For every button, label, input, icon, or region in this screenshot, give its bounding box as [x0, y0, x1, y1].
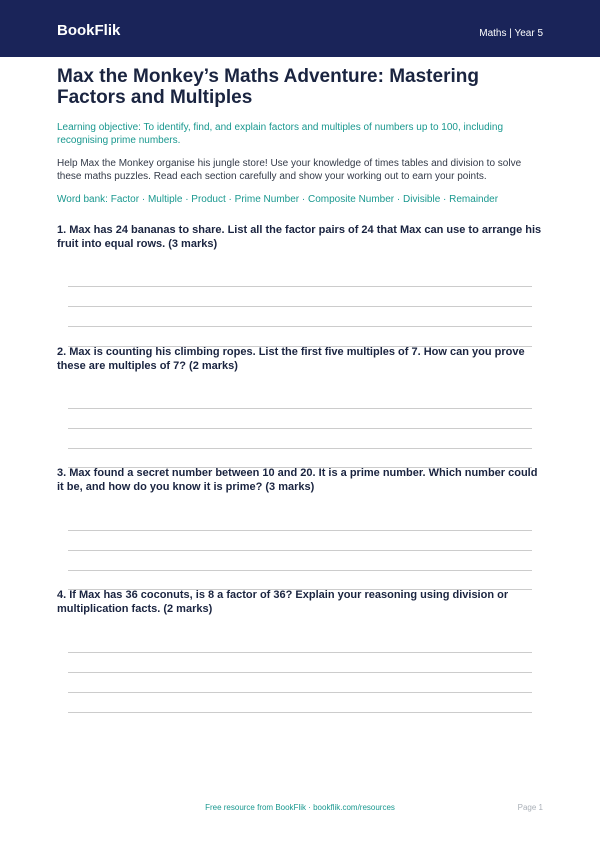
answer-line[interactable]: [68, 306, 532, 307]
answer-line[interactable]: [68, 652, 532, 653]
answer-line[interactable]: [68, 570, 532, 571]
question-2: 2. Max is counting his climbing ropes. List the first five multiples of 7. How can you prove these are multiples of 7? (2 marks): [57, 346, 525, 372]
answer-line[interactable]: [68, 408, 532, 409]
learning-objective: Learning objective: To identify, find, and explain factors and multiples of numbers up to 100, including recognising prime numbers.: [57, 122, 504, 146]
brand-logo: BookFlik: [57, 22, 121, 39]
worksheet-title: Max the Monkey’s Maths Adventure: Mastering Factors and Multiples: [57, 66, 479, 108]
question-4: 4. If Max has 36 coconuts, is 8 a factor of 36? Explain your reasoning using division or multiplication facts. (2 marks): [57, 589, 509, 615]
answer-line[interactable]: [68, 286, 532, 287]
answer-line[interactable]: [68, 448, 532, 449]
answer-line[interactable]: [68, 550, 532, 551]
subject-year-label: Maths | Year 5: [479, 28, 543, 39]
footer-credit: Free resource from BookFlik · bookflik.com/resources: [205, 803, 395, 812]
question-3: 3. Max found a secret number between 10 and 20. It is a prime number. Which number could it be, and how do you know it is prime? (3 marks): [57, 467, 538, 493]
page-number: Page 1: [517, 803, 543, 812]
answer-line[interactable]: [68, 530, 532, 531]
answer-line[interactable]: [68, 712, 532, 713]
question-1: 1. Max has 24 bananas to share. List all the factor pairs of 24 that Max can use to arrange his fruit into equal rows. (3 marks): [57, 224, 542, 250]
answer-line[interactable]: [68, 672, 532, 673]
answer-line[interactable]: [68, 326, 532, 327]
answer-line[interactable]: [68, 428, 532, 429]
intro-text: Help Max the Monkey organise his jungle store! Use your knowledge of times tables and division to solve these maths puzzles. Read each section carefully and show your working out to earn your points.: [57, 158, 522, 182]
header-bar: [0, 0, 600, 57]
word-bank: Word bank: Factor · Multiple · Product · Prime Number · Composite Number · Divisible · Remainder: [57, 194, 499, 205]
answer-line[interactable]: [68, 692, 532, 693]
